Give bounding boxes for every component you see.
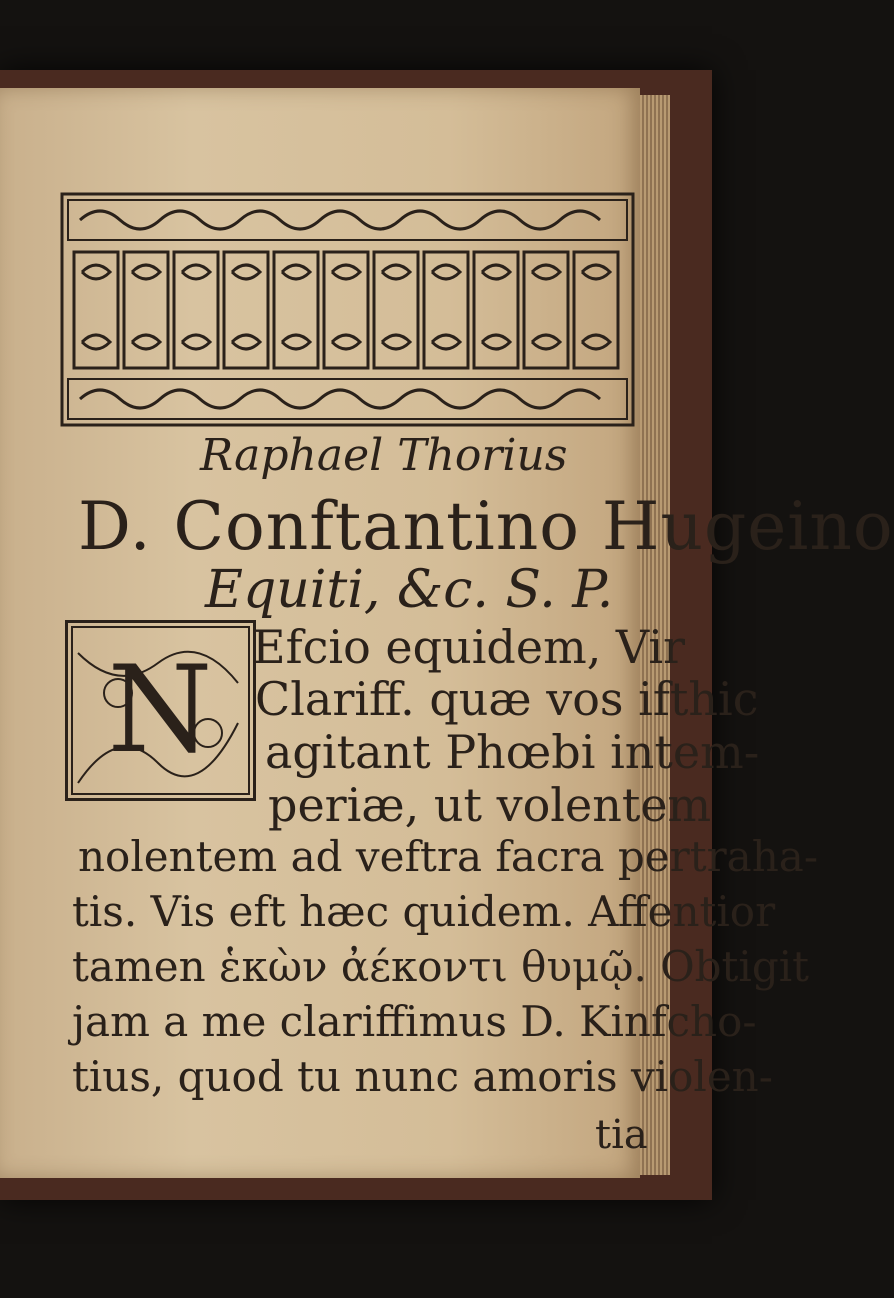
text-line: Efcio equidem, Vir	[252, 620, 686, 674]
text-line: tamen ἑκὼν ἀέκοντι θυμῷ. Obtigit	[72, 942, 810, 991]
text-line: nolentem ad veftra facra pertraha-	[78, 832, 819, 881]
text-line: tis. Vis eft hæc quidem. Affentior	[72, 887, 776, 936]
dedicatee-name: D. Conftantino Hugeino	[78, 488, 894, 565]
author-name: Raphael Thorius	[200, 430, 568, 481]
headpiece-ornament	[60, 192, 635, 427]
decorated-initial	[65, 620, 256, 801]
dedicatee-titles: Equiti, &c. S. P.	[205, 560, 614, 620]
text-line: Clariff. quæ vos ifthic	[255, 672, 759, 726]
text-line: agitant Phœbi intem-	[265, 725, 760, 779]
text-line: periæ, ut volentem	[268, 778, 712, 832]
text-line: tius, quod tu nunc amoris violen-	[72, 1052, 773, 1101]
initial-letter: N	[107, 641, 213, 780]
text-line: jam a me clariffimus D. Kinfcho-	[72, 997, 757, 1046]
catchword: tia	[595, 1112, 648, 1158]
